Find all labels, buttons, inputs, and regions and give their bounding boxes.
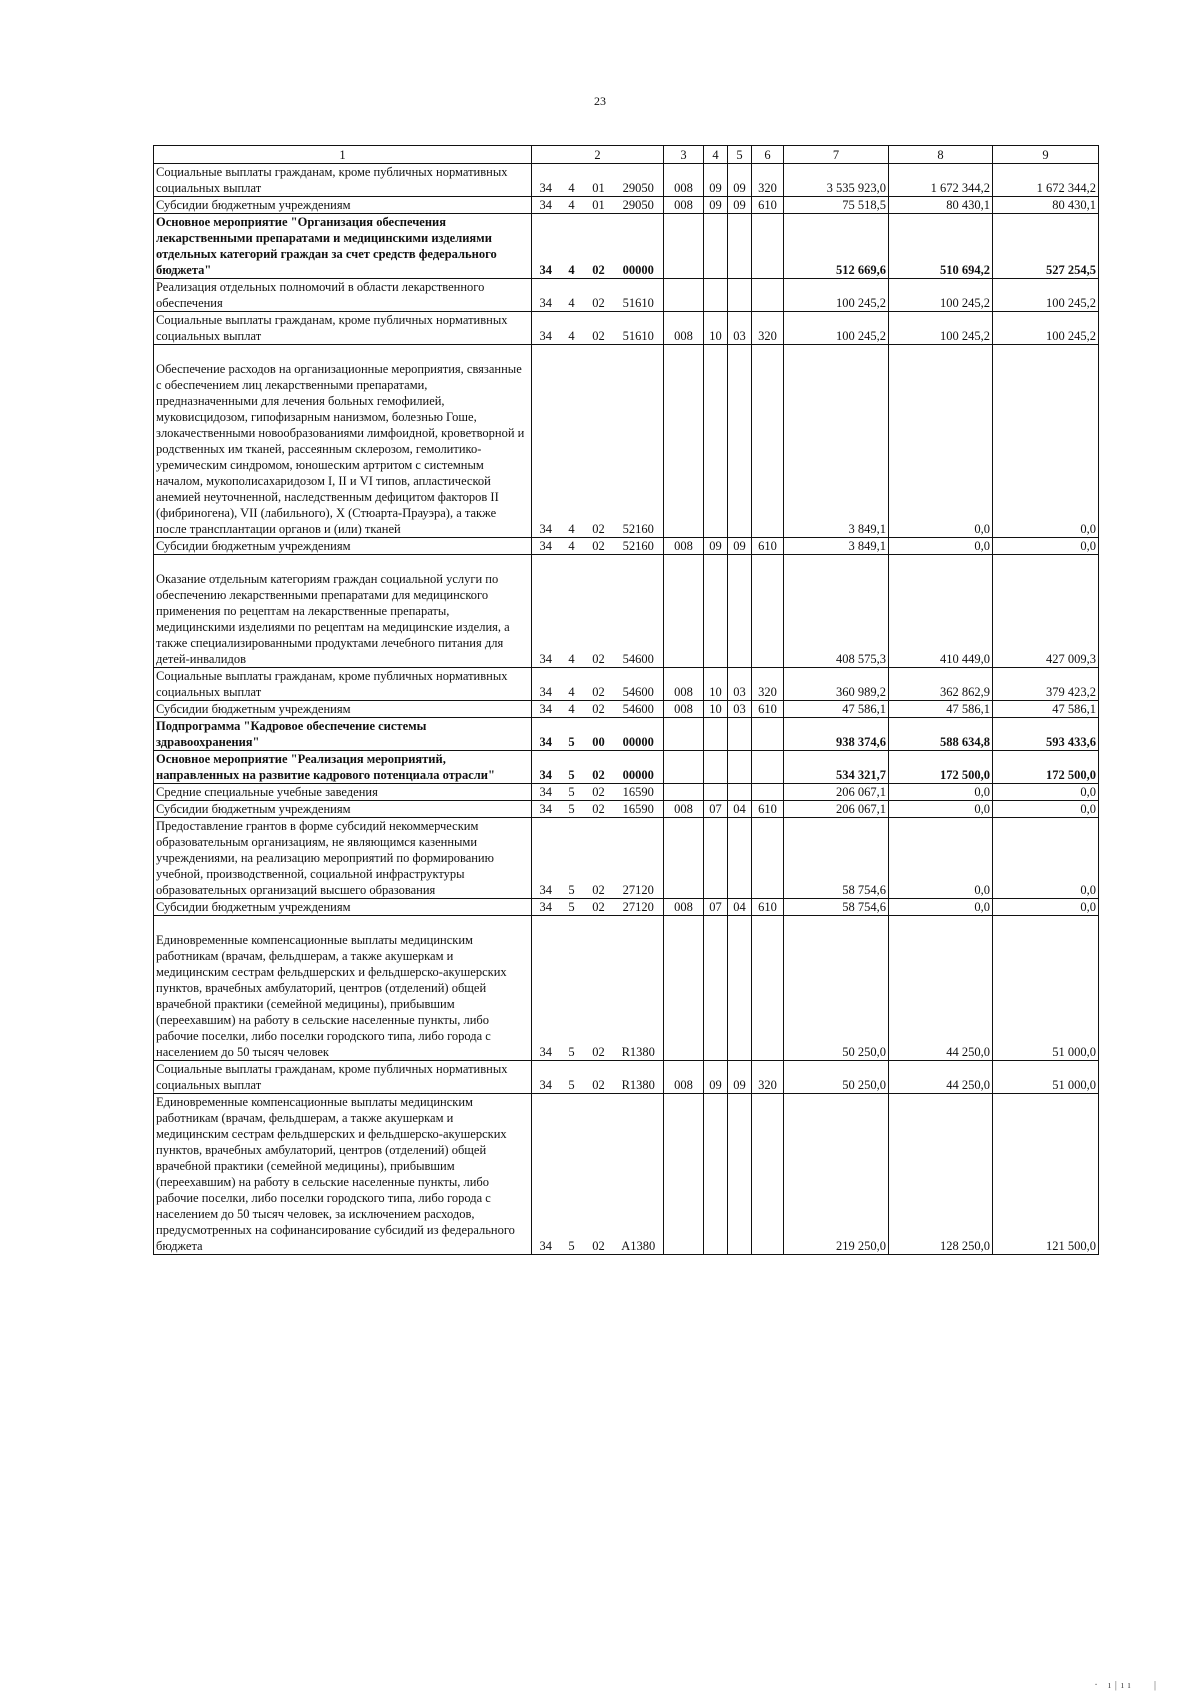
direction-code: 51610: [614, 312, 664, 345]
subprogram-code: 5: [560, 718, 584, 751]
direction-code: 00000: [614, 718, 664, 751]
event-code: 02: [584, 668, 614, 701]
event-code: 01: [584, 164, 614, 197]
table-row: [154, 668, 1099, 701]
section-code: [704, 718, 728, 751]
amount-col-8: 410 449,0: [889, 555, 993, 668]
event-code: 02: [584, 312, 614, 345]
amount-col-9: 0,0: [993, 538, 1099, 555]
table-row: [154, 555, 1099, 668]
program-code: 34: [532, 197, 560, 214]
subsection-code: 09: [728, 164, 752, 197]
event-code: 02: [584, 899, 614, 916]
amount-col-7: 219 250,0: [784, 1094, 889, 1255]
event-code: 02: [584, 751, 614, 784]
subprogram-code: 4: [560, 701, 584, 718]
amount-col-9: 80 430,1: [993, 197, 1099, 214]
amount-col-7: 534 321,7: [784, 751, 889, 784]
amount-col-9: 121 500,0: [993, 1094, 1099, 1255]
col-header-9: 9: [993, 146, 1099, 164]
event-code: 02: [584, 916, 614, 1061]
amount-col-9: 527 254,5: [993, 214, 1099, 279]
direction-code: 29050: [614, 197, 664, 214]
event-code: 00: [584, 718, 614, 751]
program-code: 34: [532, 312, 560, 345]
ministry-code: [664, 916, 704, 1061]
expense-type-code: [752, 279, 784, 312]
event-code: 02: [584, 555, 614, 668]
table-row: [154, 751, 1099, 784]
section-code: 09: [704, 1061, 728, 1094]
subprogram-code: 5: [560, 751, 584, 784]
program-code: 34: [532, 701, 560, 718]
subprogram-code: 5: [560, 916, 584, 1061]
subprogram-code: 5: [560, 899, 584, 916]
event-code: 02: [584, 1094, 614, 1255]
subprogram-code: 4: [560, 197, 584, 214]
amount-col-8: 588 634,8: [889, 718, 993, 751]
amount-col-7: 360 989,2: [784, 668, 889, 701]
expense-type-code: 610: [752, 197, 784, 214]
amount-col-7: 100 245,2: [784, 279, 889, 312]
section-code: 09: [704, 538, 728, 555]
col-header-7: 7: [784, 146, 889, 164]
ministry-code: [664, 784, 704, 801]
amount-col-7: 206 067,1: [784, 801, 889, 818]
program-code: 34: [532, 164, 560, 197]
table-row: [154, 701, 1099, 718]
col-header-6: 6: [752, 146, 784, 164]
amount-col-8: 0,0: [889, 538, 993, 555]
expense-type-code: [752, 718, 784, 751]
direction-code: 52160: [614, 345, 664, 538]
amount-col-8: 44 250,0: [889, 1061, 993, 1094]
row-name: Единовременные компенсационные выплаты медицинским работникам (врачам, фельдшерам, а также акушеркам и медицинским сестрам фельдшерских и фельдшерско-акушерских пунктов, врачебных амбулаторий, центров (отделений) общей врачебной практики (семейной медицины), прибывшим (переехавшим) на работу в сельские населенные пункты, либо рабочие поселки, либо поселки городского типа, либо города с населением до 50 тысяч человек: [154, 916, 532, 1061]
event-code: 02: [584, 279, 614, 312]
subsection-code: 04: [728, 801, 752, 818]
direction-code: R1380: [614, 916, 664, 1061]
event-code: 02: [584, 801, 614, 818]
subprogram-code: 5: [560, 784, 584, 801]
ministry-code: 008: [664, 197, 704, 214]
scan-marks: · ı|ıı |: [1094, 1680, 1160, 1691]
subsection-code: 09: [728, 538, 752, 555]
program-code: 34: [532, 751, 560, 784]
section-code: 10: [704, 668, 728, 701]
ministry-code: [664, 279, 704, 312]
amount-col-7: 58 754,6: [784, 899, 889, 916]
amount-col-8: 44 250,0: [889, 916, 993, 1061]
expense-type-code: 320: [752, 1061, 784, 1094]
amount-col-7: 50 250,0: [784, 916, 889, 1061]
amount-col-9: 1 672 344,2: [993, 164, 1099, 197]
section-code: 07: [704, 801, 728, 818]
expense-type-code: [752, 818, 784, 899]
row-name: Обеспечение расходов на организационные мероприятия, связанные с обеспечением лиц лекарственными препаратами, предназначенными для лечения больных гемофилией, муковисцидозом, гипофизарным нанизмом, болезнью Гоше, злокачественными новообразованиями лимфоидной, кроветворной и родственных им тканей, рассеянным склерозом, гемолитико-уремическим синдромом, юношеским артритом с системным началом, мукополисахаридозом I, II и VI типов, апластической анемией неуточненной, наследственным дефицитом факторов II (фибриногена), VII (лабильного), X (Стюарта-Прауэра), а также после трансплантации органов и (или) тканей: [154, 345, 532, 538]
subsection-code: [728, 818, 752, 899]
page-number: 23: [594, 94, 606, 108]
direction-code: A1380: [614, 1094, 664, 1255]
subsection-code: [728, 916, 752, 1061]
subprogram-code: 4: [560, 279, 584, 312]
table-row: [154, 538, 1099, 555]
amount-col-9: 0,0: [993, 345, 1099, 538]
subsection-code: 09: [728, 197, 752, 214]
row-name: Предоставление грантов в форме субсидий некоммерческим образовательным организациям, не являющимся казенными учреждениями, на реализацию мероприятий по формированию учебной, производственной, социальной инфраструктуры образовательных организаций высшего образования: [154, 818, 532, 899]
table-row: [154, 818, 1099, 899]
section-code: [704, 818, 728, 899]
ministry-code: [664, 818, 704, 899]
direction-code: 27120: [614, 818, 664, 899]
amount-col-9: 427 009,3: [993, 555, 1099, 668]
program-code: 34: [532, 668, 560, 701]
amount-col-7: 408 575,3: [784, 555, 889, 668]
expense-type-code: [752, 784, 784, 801]
amount-col-7: 50 250,0: [784, 1061, 889, 1094]
table-row: [154, 279, 1099, 312]
amount-col-9: 51 000,0: [993, 916, 1099, 1061]
row-name: Социальные выплаты гражданам, кроме публичных нормативных социальных выплат: [154, 1061, 532, 1094]
subprogram-code: 4: [560, 555, 584, 668]
amount-col-8: 0,0: [889, 784, 993, 801]
subprogram-code: 4: [560, 312, 584, 345]
expense-type-code: 610: [752, 899, 784, 916]
program-code: 34: [532, 538, 560, 555]
amount-col-9: 47 586,1: [993, 701, 1099, 718]
section-code: 10: [704, 701, 728, 718]
program-code: 34: [532, 801, 560, 818]
subprogram-code: 4: [560, 538, 584, 555]
subsection-code: 09: [728, 1061, 752, 1094]
direction-code: 00000: [614, 751, 664, 784]
amount-col-9: 0,0: [993, 899, 1099, 916]
ministry-code: 008: [664, 668, 704, 701]
table-row: [154, 916, 1099, 1061]
amount-col-8: 47 586,1: [889, 701, 993, 718]
ministry-code: [664, 718, 704, 751]
amount-col-7: 47 586,1: [784, 701, 889, 718]
amount-col-8: 172 500,0: [889, 751, 993, 784]
subsection-code: 03: [728, 701, 752, 718]
expense-type-code: [752, 214, 784, 279]
event-code: 02: [584, 818, 614, 899]
row-name: Основное мероприятие "Организация обеспечения лекарственными препаратами и медицинскими изделиями отдельных категорий граждан за счет средств федерального бюджета": [154, 214, 532, 279]
amount-col-8: 0,0: [889, 899, 993, 916]
ministry-code: 008: [664, 899, 704, 916]
ministry-code: 008: [664, 701, 704, 718]
direction-code: 54600: [614, 555, 664, 668]
col-header-1: 1: [154, 146, 532, 164]
row-name: Социальные выплаты гражданам, кроме публичных нормативных социальных выплат: [154, 164, 532, 197]
table-row: [154, 1094, 1099, 1255]
amount-col-8: 510 694,2: [889, 214, 993, 279]
event-code: 02: [584, 784, 614, 801]
ministry-code: [664, 1094, 704, 1255]
direction-code: 52160: [614, 538, 664, 555]
program-code: 34: [532, 784, 560, 801]
amount-col-8: 128 250,0: [889, 1094, 993, 1255]
direction-code: 16590: [614, 784, 664, 801]
table-row: [154, 899, 1099, 916]
amount-col-8: 0,0: [889, 345, 993, 538]
amount-col-7: 100 245,2: [784, 312, 889, 345]
amount-col-7: 58 754,6: [784, 818, 889, 899]
amount-col-8: 0,0: [889, 801, 993, 818]
expense-type-code: 610: [752, 538, 784, 555]
amount-col-9: 51 000,0: [993, 1061, 1099, 1094]
expense-type-code: 320: [752, 164, 784, 197]
subprogram-code: 4: [560, 345, 584, 538]
amount-col-8: 100 245,2: [889, 312, 993, 345]
program-code: 34: [532, 214, 560, 279]
table-row: [154, 345, 1099, 538]
ministry-code: 008: [664, 312, 704, 345]
subsection-code: [728, 345, 752, 538]
amount-col-9: 593 433,6: [993, 718, 1099, 751]
amount-col-9: 0,0: [993, 818, 1099, 899]
amount-col-9: 379 423,2: [993, 668, 1099, 701]
table-body: [154, 164, 1099, 1255]
subprogram-code: 5: [560, 1061, 584, 1094]
direction-code: 16590: [614, 801, 664, 818]
subsection-code: [728, 555, 752, 668]
program-code: 34: [532, 818, 560, 899]
header-row: [154, 146, 1099, 164]
direction-code: 27120: [614, 899, 664, 916]
section-code: 07: [704, 899, 728, 916]
row-name: Основное мероприятие "Реализация мероприятий, направленных на развитие кадрового потенциала отрасли": [154, 751, 532, 784]
row-name: Субсидии бюджетным учреждениям: [154, 197, 532, 214]
row-name: Реализация отдельных полномочий в области лекарственного обеспечения: [154, 279, 532, 312]
expense-type-code: [752, 916, 784, 1061]
subprogram-code: 4: [560, 668, 584, 701]
col-header-2: 2: [532, 146, 664, 164]
amount-col-7: 938 374,6: [784, 718, 889, 751]
row-name: Оказание отдельным категориям граждан социальной услуги по обеспечению лекарственными препаратами для медицинского применения по рецептам на лекарственные препараты, медицинскими изделиями по рецептам на медицинские изделия, а также специализированными продуктами лечебного питания для детей-инвалидов: [154, 555, 532, 668]
event-code: 02: [584, 701, 614, 718]
expense-type-code: [752, 555, 784, 668]
subsection-code: [728, 1094, 752, 1255]
amount-col-7: 3 849,1: [784, 538, 889, 555]
program-code: 34: [532, 1094, 560, 1255]
amount-col-7: 3 849,1: [784, 345, 889, 538]
program-code: 34: [532, 279, 560, 312]
table-row: [154, 164, 1099, 197]
expense-type-code: [752, 1094, 784, 1255]
expense-type-code: [752, 751, 784, 784]
section-code: 09: [704, 197, 728, 214]
amount-col-8: 362 862,9: [889, 668, 993, 701]
table-row: [154, 312, 1099, 345]
amount-col-7: 3 535 923,0: [784, 164, 889, 197]
row-name: Субсидии бюджетным учреждениям: [154, 701, 532, 718]
col-header-3: 3: [664, 146, 704, 164]
amount-col-8: 80 430,1: [889, 197, 993, 214]
direction-code: 51610: [614, 279, 664, 312]
section-code: [704, 279, 728, 312]
event-code: 01: [584, 197, 614, 214]
subprogram-code: 5: [560, 801, 584, 818]
row-name: Социальные выплаты гражданам, кроме публичных нормативных социальных выплат: [154, 668, 532, 701]
amount-col-9: 172 500,0: [993, 751, 1099, 784]
expense-type-code: 610: [752, 701, 784, 718]
amount-col-7: 512 669,6: [784, 214, 889, 279]
program-code: 34: [532, 718, 560, 751]
subsection-code: [728, 279, 752, 312]
table-row: [154, 214, 1099, 279]
expense-type-code: 320: [752, 312, 784, 345]
amount-col-9: 0,0: [993, 784, 1099, 801]
col-header-5: 5: [728, 146, 752, 164]
amount-col-7: 206 067,1: [784, 784, 889, 801]
direction-code: 00000: [614, 214, 664, 279]
section-code: [704, 345, 728, 538]
amount-col-7: 75 518,5: [784, 197, 889, 214]
row-name: Социальные выплаты гражданам, кроме публичных нормативных социальных выплат: [154, 312, 532, 345]
event-code: 02: [584, 345, 614, 538]
section-code: [704, 916, 728, 1061]
amount-col-8: 1 672 344,2: [889, 164, 993, 197]
amount-col-8: 100 245,2: [889, 279, 993, 312]
row-name: Средние специальные учебные заведения: [154, 784, 532, 801]
amount-col-9: 0,0: [993, 801, 1099, 818]
section-code: [704, 1094, 728, 1255]
subprogram-code: 4: [560, 164, 584, 197]
direction-code: 29050: [614, 164, 664, 197]
section-code: 10: [704, 312, 728, 345]
row-name: Субсидии бюджетным учреждениям: [154, 801, 532, 818]
subsection-code: [728, 214, 752, 279]
amount-col-9: 100 245,2: [993, 279, 1099, 312]
subprogram-code: 5: [560, 1094, 584, 1255]
section-code: [704, 214, 728, 279]
direction-code: 54600: [614, 701, 664, 718]
amount-col-8: 0,0: [889, 818, 993, 899]
program-code: 34: [532, 555, 560, 668]
row-name: Единовременные компенсационные выплаты медицинским работникам (врачам, фельдшерам, а также акушеркам и медицинским сестрам фельдшерских и фельдшерско-акушерских пунктов, врачебных амбулаторий, центров (отделений) общей врачебной практики (семейной медицины), прибывшим (переехавшим) на работу в сельские населенные пункты, либо рабочие поселки, либо поселки городского типа, либо города с населением до 50 тысяч человек, за исключением расходов, предусмотренных на софинансирование субсидий из федерального бюджета: [154, 1094, 532, 1255]
subsection-code: [728, 718, 752, 751]
subsection-code: 04: [728, 899, 752, 916]
subsection-code: [728, 784, 752, 801]
program-code: 34: [532, 916, 560, 1061]
subsection-code: 03: [728, 312, 752, 345]
col-header-4: 4: [704, 146, 728, 164]
expense-type-code: 610: [752, 801, 784, 818]
table-row: [154, 718, 1099, 751]
table-row: [154, 1061, 1099, 1094]
event-code: 02: [584, 1061, 614, 1094]
row-name: Субсидии бюджетным учреждениям: [154, 538, 532, 555]
table-row: [154, 197, 1099, 214]
budget-table: [153, 145, 1099, 1255]
section-code: 09: [704, 164, 728, 197]
table-row: [154, 784, 1099, 801]
row-name: Подпрограмма "Кадровое обеспечение системы здравоохранения": [154, 718, 532, 751]
section-code: [704, 751, 728, 784]
direction-code: R1380: [614, 1061, 664, 1094]
ministry-code: 008: [664, 801, 704, 818]
expense-type-code: [752, 345, 784, 538]
ministry-code: [664, 751, 704, 784]
program-code: 34: [532, 899, 560, 916]
ministry-code: 008: [664, 164, 704, 197]
ministry-code: 008: [664, 1061, 704, 1094]
event-code: 02: [584, 538, 614, 555]
table-row: [154, 801, 1099, 818]
section-code: [704, 555, 728, 668]
expense-type-code: 320: [752, 668, 784, 701]
direction-code: 54600: [614, 668, 664, 701]
program-code: 34: [532, 1061, 560, 1094]
row-name: Субсидии бюджетным учреждениям: [154, 899, 532, 916]
ministry-code: 008: [664, 538, 704, 555]
subsection-code: 03: [728, 668, 752, 701]
col-header-8: 8: [889, 146, 993, 164]
amount-col-9: 100 245,2: [993, 312, 1099, 345]
subsection-code: [728, 751, 752, 784]
program-code: 34: [532, 345, 560, 538]
subprogram-code: 5: [560, 818, 584, 899]
ministry-code: [664, 214, 704, 279]
event-code: 02: [584, 214, 614, 279]
section-code: [704, 784, 728, 801]
ministry-code: [664, 345, 704, 538]
subprogram-code: 4: [560, 214, 584, 279]
ministry-code: [664, 555, 704, 668]
